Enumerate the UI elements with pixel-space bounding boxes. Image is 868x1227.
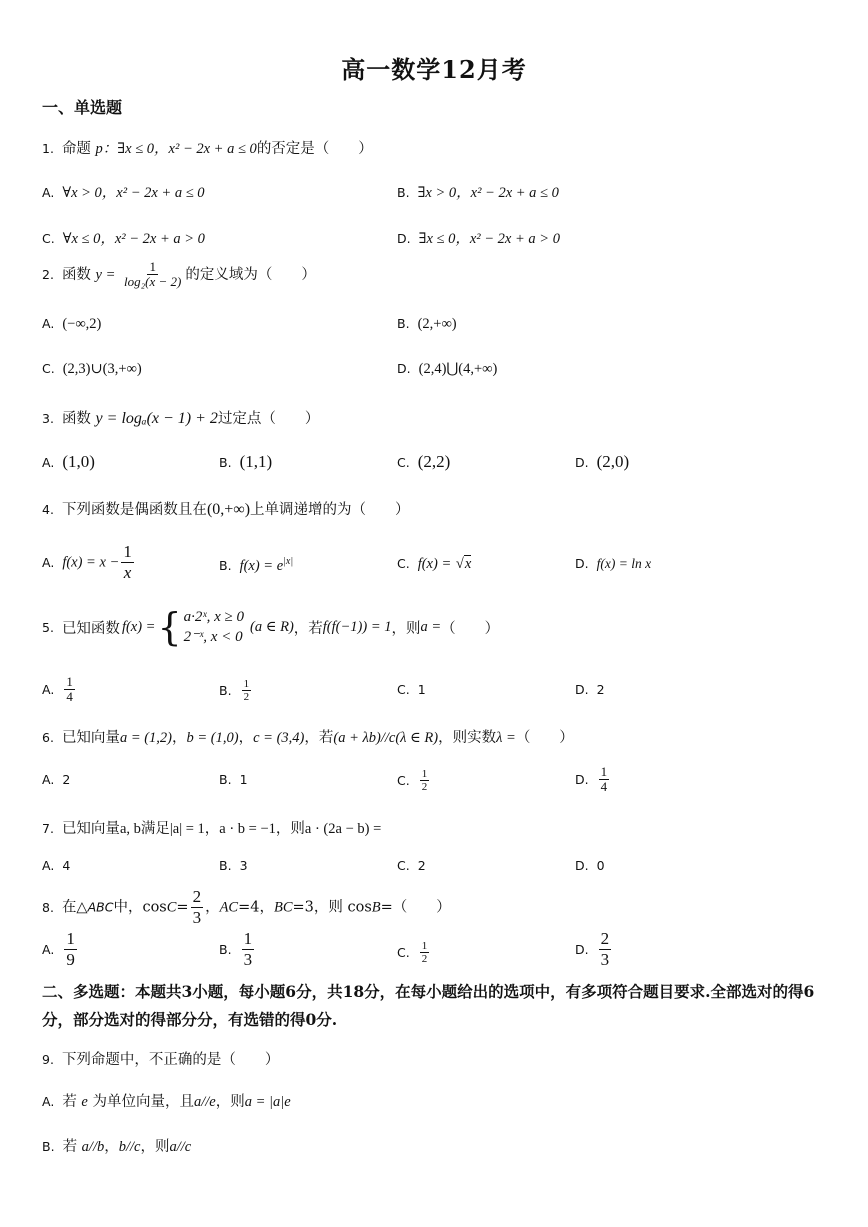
- q6-option-a[interactable]: [42, 772, 78, 788]
- question-stem: 已知向量: [61, 821, 120, 837]
- option-label: B.: [219, 455, 232, 470]
- question-stem: 函数: [61, 267, 91, 284]
- option-text: ∃x ≤ 0，x² − 2x + a > 0: [418, 231, 560, 247]
- question-number: 4.: [42, 502, 54, 517]
- option-label: D.: [575, 556, 589, 571]
- result: a = |a|e: [244, 1094, 291, 1110]
- option-label: C.: [397, 455, 410, 470]
- separator: ，: [205, 899, 220, 916]
- condition-1: |a| = 1: [169, 821, 205, 837]
- question-stem-end: 过定点（ ）: [217, 411, 320, 427]
- question-8: [42, 888, 451, 927]
- q5-option-c[interactable]: [397, 682, 434, 698]
- option-label: B.: [397, 316, 410, 331]
- denominator: 2: [421, 781, 428, 794]
- question-stem: ，则: [391, 620, 421, 637]
- option-label: B.: [397, 185, 410, 200]
- option-text: (2,0): [596, 452, 630, 471]
- question-math: (0,+∞): [206, 501, 251, 518]
- vectors: a, b: [119, 821, 141, 837]
- q2-option-c[interactable]: [42, 361, 142, 378]
- numerator: 1: [421, 940, 428, 952]
- condition-1: a//b: [81, 1139, 105, 1155]
- denominator: 4: [66, 689, 73, 705]
- q7-option-a[interactable]: [42, 858, 78, 874]
- option-label: D.: [575, 455, 589, 470]
- question-stem: 已知向量: [61, 730, 120, 746]
- q6-option-c[interactable]: [397, 768, 431, 794]
- option-label: C.: [397, 556, 410, 571]
- question-number: 5.: [42, 619, 54, 635]
- numerator: 1: [66, 674, 73, 689]
- option-text: ，则: [140, 1139, 170, 1155]
- q5-option-a[interactable]: [42, 675, 77, 705]
- q7-option-b[interactable]: [219, 858, 256, 874]
- radicand: x: [464, 556, 472, 572]
- question-stem-end: 的定义域为（ ）: [185, 267, 316, 284]
- question-math: f(x) =: [121, 618, 156, 635]
- question-9: [42, 1048, 279, 1069]
- page-title: 高一数学12月考: [341, 55, 527, 84]
- numerator: 1: [600, 764, 608, 779]
- option-text: 3: [239, 858, 248, 873]
- question-stem-end: （ ）: [515, 730, 574, 746]
- option-text: f(x) = ln x: [596, 556, 652, 571]
- denominator: x: [123, 562, 132, 582]
- question-stem-end: =（ ）: [380, 899, 451, 916]
- condition: a//e: [193, 1094, 216, 1110]
- option-text: (1,0): [62, 452, 95, 471]
- q1-option-d[interactable]: [397, 227, 560, 248]
- option-label: C.: [397, 682, 410, 697]
- option-text: ∀x > 0，x² − 2x + a ≤ 0: [62, 185, 205, 201]
- option-label: A.: [42, 316, 55, 331]
- question-2: [42, 260, 316, 290]
- option-label: C.: [42, 361, 55, 376]
- result: a//c: [169, 1139, 192, 1155]
- q3-option-b[interactable]: [219, 452, 272, 472]
- q9-option-a[interactable]: [42, 1090, 291, 1111]
- fraction: [599, 930, 612, 969]
- q3-option-d[interactable]: [575, 452, 629, 472]
- numerator: 1: [243, 678, 250, 690]
- option-label: D.: [575, 682, 589, 697]
- side-ac: AC: [219, 899, 239, 916]
- option-label: A.: [42, 772, 55, 787]
- question-1: [42, 137, 373, 158]
- option-text: (−∞,2): [62, 316, 102, 332]
- option-text: 4: [62, 858, 71, 873]
- option-label: A.: [42, 455, 55, 470]
- option-label: B.: [219, 557, 232, 573]
- question-stem: 下列函数是偶函数且在: [61, 502, 207, 518]
- question-stem: 中，cos: [113, 899, 167, 916]
- q6-option-b[interactable]: [219, 772, 256, 788]
- section-single-choice: 一、单选题: [42, 98, 123, 117]
- denominator: log₂(x − 2): [124, 274, 182, 290]
- question-number: 7.: [42, 821, 54, 836]
- fraction: [599, 765, 610, 795]
- q8-option-b[interactable]: [219, 930, 256, 969]
- section-multi-choice: 二、多选题：本题共3小题，每小题6分，共18分，在每小题给出的选项中，有多项符合题目要求.全部选对的得6分，部分选对的得部分分，有选错的得0分.: [42, 982, 815, 1029]
- question-stem: ，若: [293, 620, 323, 637]
- angle-b: B: [371, 899, 381, 916]
- question-stem: 命题: [61, 141, 91, 157]
- option-label: A.: [42, 682, 55, 698]
- q4-option-d[interactable]: [575, 556, 651, 572]
- equals: =: [176, 899, 189, 916]
- fraction: [242, 930, 255, 969]
- question-math: p：∃x ≤ 0，x² − 2x + a ≤ 0: [95, 141, 257, 157]
- question-stem-end: 上单调递增的为（ ）: [250, 502, 410, 518]
- denominator: 3: [192, 907, 202, 927]
- q5-option-b[interactable]: [219, 678, 253, 704]
- option-label: B.: [42, 1139, 55, 1154]
- question-stem: 下列命题中，不正确的是（ ）: [61, 1052, 280, 1068]
- piecewise-cases: [184, 607, 244, 648]
- denominator: 2: [243, 691, 250, 704]
- separator: ，: [104, 1139, 119, 1155]
- numerator: 1: [123, 542, 132, 561]
- denominator: 9: [66, 949, 75, 969]
- q3-option-c[interactable]: [397, 452, 450, 472]
- question-math: λ =: [496, 730, 516, 746]
- option-text: ∃x > 0，x² − 2x + a ≤ 0: [417, 185, 559, 201]
- option-label: D.: [575, 941, 589, 957]
- vector-c: c = (3,4): [253, 730, 305, 746]
- fraction: [122, 260, 183, 290]
- question-number: 6.: [42, 730, 54, 745]
- question-number: 2.: [42, 267, 54, 283]
- option-label: C.: [397, 858, 410, 873]
- option-text: 1: [239, 772, 248, 787]
- fraction: [191, 888, 204, 927]
- question-stem: 在△: [61, 899, 88, 916]
- option-text: 若: [62, 1139, 78, 1155]
- fraction: [64, 930, 77, 969]
- option-label: D.: [575, 772, 589, 788]
- exponent: |x|: [283, 556, 294, 567]
- option-text: (2,4)⋃(4,+∞): [418, 361, 498, 377]
- option-text: 若: [62, 1094, 77, 1110]
- question-4: [42, 498, 410, 519]
- option-text: 2: [417, 858, 426, 873]
- option-label: A.: [42, 858, 55, 873]
- angle-c: C: [166, 899, 177, 916]
- question-stem: 函数: [61, 411, 91, 427]
- vector-e: e: [81, 1094, 88, 1110]
- denominator: 3: [600, 949, 610, 969]
- triangle-name: ABC: [87, 899, 114, 915]
- vector-a: a = (1,2): [119, 730, 173, 746]
- condition: (a ∈ R): [250, 618, 294, 635]
- q7-option-c[interactable]: [397, 858, 434, 874]
- condition-2: b//c: [118, 1139, 141, 1155]
- option-label: D.: [397, 361, 411, 376]
- question-stem: ，若: [304, 730, 334, 746]
- fraction: [420, 768, 430, 794]
- question-math: a =: [420, 618, 442, 635]
- question-number: 3.: [42, 411, 54, 426]
- option-text: f(x) = e: [239, 557, 284, 574]
- option-label: C.: [397, 944, 410, 960]
- q2-option-b[interactable]: [397, 316, 457, 333]
- q2-option-a[interactable]: [42, 316, 101, 333]
- vector-b: b = (1,0): [186, 730, 239, 746]
- question-math: a · (2a − b) =: [304, 821, 382, 837]
- q8-option-c[interactable]: [397, 940, 431, 966]
- q6-option-d[interactable]: [575, 765, 611, 795]
- condition: (a + λb)//c(λ ∈ R): [333, 730, 439, 746]
- question-stem: 满足: [140, 821, 170, 837]
- q1-option-b[interactable]: [397, 181, 559, 202]
- option-text: ∀x ≤ 0，x² − 2x + a > 0: [62, 231, 205, 247]
- option-text: (1,1): [239, 452, 273, 471]
- question-7: 7. 已知向量a, b满足|a| = 1，a · b = −1，则a · (2a − b) =: [42, 821, 382, 837]
- fraction: [420, 940, 430, 966]
- q9-option-b[interactable]: [42, 1135, 191, 1156]
- question-number: 8.: [42, 899, 54, 915]
- option-label: C.: [42, 231, 55, 246]
- option-text: (2,+∞): [417, 316, 457, 332]
- option-label: A.: [42, 941, 55, 957]
- numerator: 1: [66, 929, 75, 948]
- option-text: 0: [596, 858, 605, 873]
- question-math: y =: [95, 267, 116, 284]
- numerator: 2: [192, 887, 202, 906]
- question-stem: ，则实数: [438, 730, 497, 746]
- q4-option-c[interactable]: C. f(x) = √x: [397, 556, 472, 572]
- fraction: [242, 678, 252, 704]
- option-text: f(x) = x −: [62, 554, 120, 571]
- option-label: B.: [219, 858, 232, 873]
- numerator: 1: [421, 768, 428, 780]
- option-text: 为单位向量，且: [92, 1094, 194, 1110]
- option-text: 2: [596, 682, 605, 697]
- option-text: (2,3)∪(3,+∞): [62, 361, 142, 377]
- case-1: a·2ˣ, x ≥ 0: [183, 609, 245, 625]
- question-6: 6. 已知向量a = (1,2)，b = (1,0)，c = (3,4)，若(a + λb)//c(λ ∈ R)，则实数λ =（ ）: [42, 730, 574, 746]
- question-stem: ，则: [275, 821, 305, 837]
- condition-2: a · b = −1: [219, 821, 276, 837]
- question-stem: =3，则 cos: [292, 899, 372, 916]
- denominator: 4: [600, 779, 608, 795]
- numerator: 2: [600, 929, 610, 948]
- question-math: y = logₐ(x − 1) + 2: [95, 410, 218, 427]
- fraction: [64, 675, 75, 705]
- question-number: 9.: [42, 1052, 54, 1067]
- question-stem: =4，: [238, 899, 274, 916]
- denominator: 3: [243, 949, 253, 969]
- option-text: ，则: [215, 1094, 245, 1110]
- q2-option-d[interactable]: [397, 361, 497, 378]
- q8-option-a[interactable]: [42, 930, 79, 969]
- option-label: B.: [219, 772, 232, 787]
- question-5: [42, 607, 499, 648]
- question-math: f(f(−1)) = 1: [322, 618, 392, 635]
- option-label: A.: [42, 185, 55, 200]
- q1-option-a[interactable]: [42, 181, 205, 202]
- option-text: (2,2): [417, 452, 451, 471]
- q7-option-d[interactable]: [575, 858, 613, 874]
- question-3: [42, 407, 319, 428]
- question-stem: 已知函数: [61, 620, 120, 637]
- option-label: C.: [397, 772, 410, 788]
- option-label: A.: [42, 1094, 55, 1109]
- numerator: 1: [243, 929, 253, 948]
- side-bc: BC: [273, 899, 293, 916]
- q8-option-d[interactable]: [575, 930, 613, 969]
- q5-option-d[interactable]: [575, 682, 613, 698]
- q3-option-a[interactable]: [42, 452, 95, 472]
- question-number: 1.: [42, 141, 54, 156]
- denominator: 2: [421, 953, 428, 966]
- fraction: [121, 543, 134, 582]
- question-stem-end: （ ）: [441, 620, 500, 637]
- option-label: B.: [219, 682, 232, 698]
- case-2: 2⁻ˣ, x < 0: [183, 629, 243, 646]
- question-stem-end: 的否定是（ ）: [256, 141, 373, 157]
- option-text: 1: [417, 682, 426, 697]
- brace: {: [157, 605, 182, 650]
- option-text: f(x) =: [417, 556, 452, 572]
- numerator: 1: [149, 259, 156, 274]
- option-label: B.: [219, 941, 232, 957]
- option-label: A.: [42, 554, 55, 570]
- option-label: D.: [397, 231, 411, 246]
- option-label: D.: [575, 858, 589, 873]
- q4-option-b[interactable]: [219, 556, 293, 575]
- option-text: 2: [62, 772, 71, 787]
- q4-option-a[interactable]: [42, 543, 136, 582]
- q1-option-c[interactable]: [42, 227, 205, 248]
